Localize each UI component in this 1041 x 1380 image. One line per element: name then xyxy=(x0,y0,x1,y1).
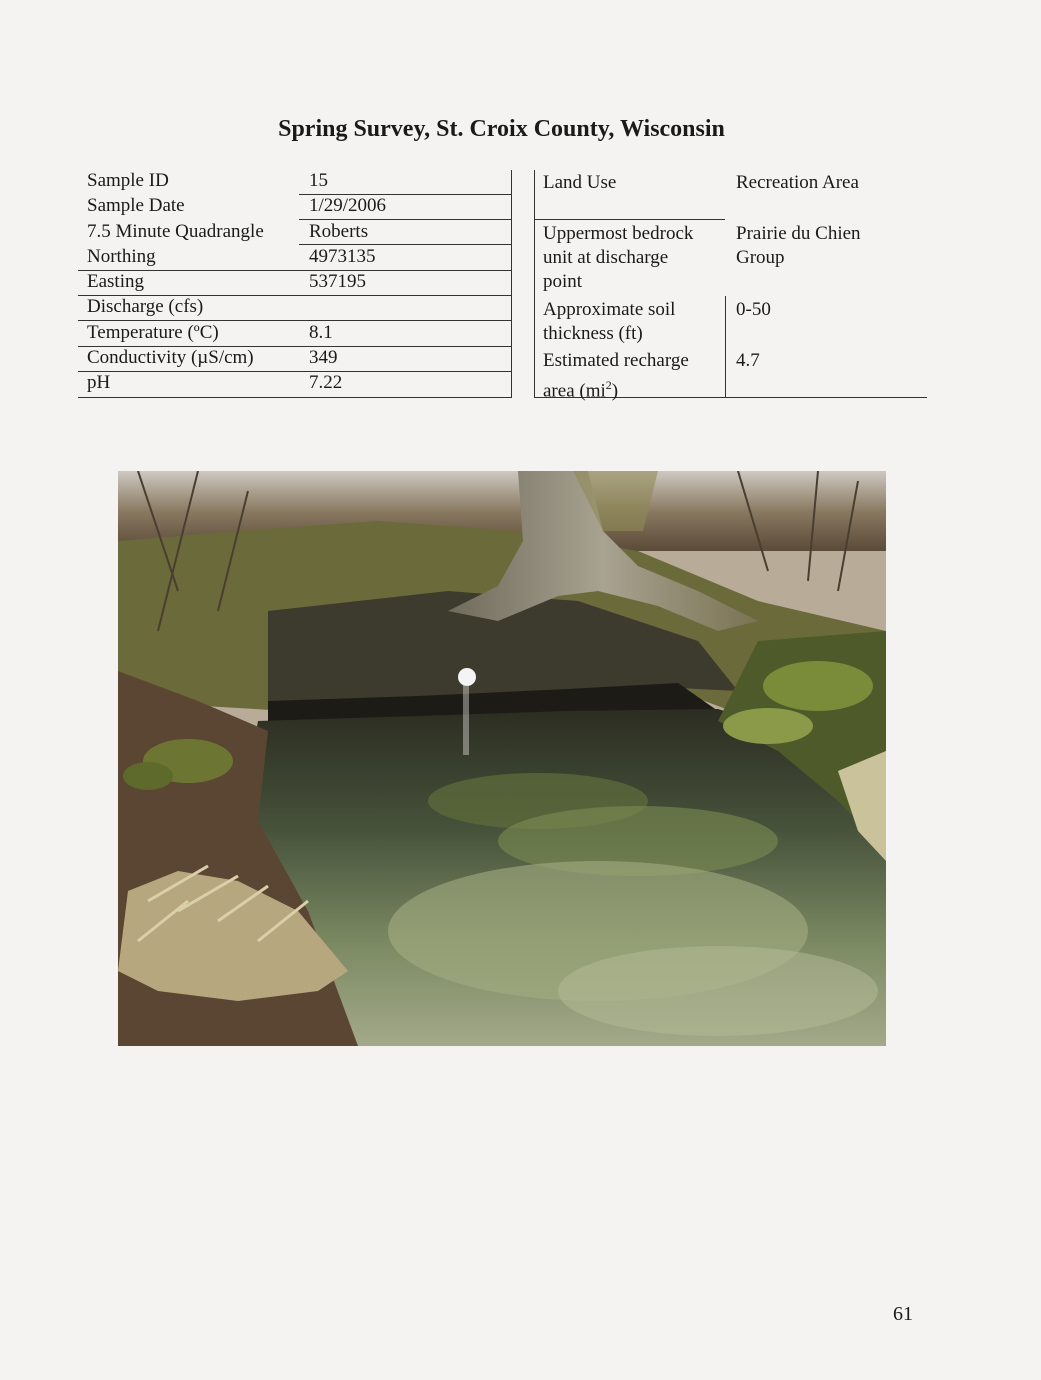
bedrock-label-line: Uppermost bedrock xyxy=(543,223,694,244)
table-rule xyxy=(78,346,512,347)
field-value: 4973135 xyxy=(309,245,376,267)
bedrock-value-line: Prairie du Chien xyxy=(736,223,861,244)
table-row xyxy=(78,269,512,294)
land-use-value: Recreation Area xyxy=(736,172,859,193)
soil-label-line: Approximate soil xyxy=(543,299,676,320)
field-value: 349 xyxy=(309,347,338,369)
table-rule xyxy=(299,219,511,220)
table-border xyxy=(511,170,512,398)
field-label: Easting xyxy=(87,271,144,293)
soil-label xyxy=(543,298,675,346)
recharge-label-line xyxy=(543,373,689,403)
spring-pool-photo xyxy=(118,471,886,1046)
recharge-value: 4.7 xyxy=(736,350,760,371)
table-rule xyxy=(78,397,512,398)
field-value: 537195 xyxy=(309,271,366,293)
recharge-label-close: ) xyxy=(611,380,619,402)
table-row xyxy=(78,168,512,193)
bedrock-label-line: unit at discharge xyxy=(543,247,669,268)
field-label: Temperature (ºC) xyxy=(87,321,219,343)
field-label: 7.5 Minute Quadrangle xyxy=(87,220,264,242)
field-value: 15 xyxy=(309,170,328,191)
table-rule xyxy=(78,270,512,271)
field-value: 8.1 xyxy=(309,321,333,343)
field-label: Conductivity (µS/cm) xyxy=(87,347,254,369)
bedrock-label-line: point xyxy=(543,271,583,292)
field-value: 1/29/2006 xyxy=(309,195,387,217)
table-row xyxy=(78,219,512,244)
field-label: Discharge (cfs) xyxy=(87,296,204,318)
table-rule xyxy=(299,244,511,245)
table-row xyxy=(78,294,512,319)
table-rule xyxy=(299,194,511,195)
bedrock-value-line: Group xyxy=(736,247,785,268)
table-border xyxy=(534,170,535,398)
field-label: Sample ID xyxy=(87,170,169,191)
table-rule xyxy=(78,320,512,321)
table-row xyxy=(78,345,512,370)
page-number: 61 xyxy=(893,1303,913,1325)
bedrock-value xyxy=(736,222,861,270)
table-row xyxy=(78,370,512,395)
table-divider xyxy=(725,296,726,398)
recharge-label-superscript: 2 xyxy=(605,378,612,392)
page-title: Spring Survey, St. Croix County, Wisconsin xyxy=(278,116,725,142)
table-row xyxy=(78,244,512,269)
field-label: Sample Date xyxy=(87,195,185,217)
spring-data-table xyxy=(78,168,512,396)
soil-label-line: thickness (ft) xyxy=(543,323,643,344)
recharge-label xyxy=(543,349,689,403)
land-use-label: Land Use xyxy=(543,172,617,193)
field-value: 7.22 xyxy=(309,372,343,394)
bedrock-label xyxy=(543,222,693,294)
field-value: Roberts xyxy=(309,220,369,242)
table-rule xyxy=(78,295,512,296)
recharge-label-text: area (mi xyxy=(543,380,606,402)
table-rule xyxy=(534,219,725,220)
recharge-label-line: Estimated recharge xyxy=(543,350,689,371)
table-row xyxy=(78,320,512,345)
field-label: Northing xyxy=(87,245,156,267)
table-row xyxy=(78,193,512,218)
soil-value: 0-50 xyxy=(736,299,771,320)
table-rule xyxy=(78,371,512,372)
field-label: pH xyxy=(87,372,111,394)
